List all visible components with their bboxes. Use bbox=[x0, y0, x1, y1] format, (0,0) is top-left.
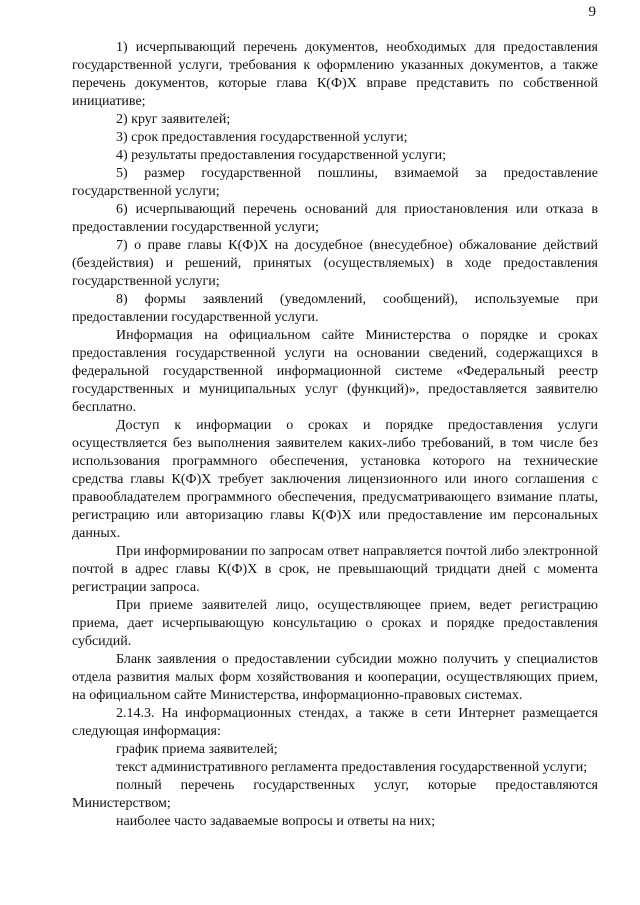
document-body bbox=[72, 39, 598, 831]
page-number: 9 bbox=[588, 4, 596, 20]
paragraph-state-fee: 5) размер государственной пошлины, взимаемой за предоставление государственной услуги; bbox=[72, 166, 598, 199]
paragraph-applicants: 2) круг заявителей; bbox=[116, 112, 231, 127]
paragraph-documents-list: 1) исчерпывающий перечень документов, необходимых для предоставления государственной услуги, требования к оформлению указанных документов, а также перечень документов, которые глава К(Ф)Х вправе представить по собственной инициативе; bbox=[72, 40, 598, 109]
paragraph-official-site-info: Информация на официальном сайте Министерства о порядке и сроках предоставления государственной услуги на основании сведений, содержащихся в федеральной государственной информационной системе «Федеральный реестр государственных и муниципальных услуг (функций)», предоставляется заявителю бесплатно. bbox=[72, 328, 598, 415]
paragraph-faq: наиболее часто задаваемые вопросы и ответы на них; bbox=[116, 814, 436, 829]
paragraph-services-list: полный перечень государственных услуг, которые предоставляются Министерством; bbox=[72, 778, 598, 811]
paragraph-results: 4) результаты предоставления государственной услуги; bbox=[116, 148, 447, 163]
paragraph-access-info: Доступ к информации о сроках и порядке предоставления услуги осуществляется без выполнения заявителем каких-либо требований, в том числе без использования программного обеспечения, установка которого на технические средства главы К(Ф)Х требует заключения лицензионного или иного соглашения с правообладателем программного обеспечения, предусматривающего взимание платы, регистрацию или авторизацию главы К(Ф)Х или предоставление им персональных данных. bbox=[72, 418, 598, 541]
paragraph-appeal-right: 7) о праве главы К(Ф)Х на досудебное (внесудебное) обжалование действий (бездействия) и решений, принятых (осуществляемых) в ходе предоставления государственной услуги; bbox=[72, 238, 598, 289]
paragraph-term: 3) срок предоставления государственной услуги; bbox=[116, 130, 408, 145]
paragraph-grounds-refusal: 6) исчерпывающий перечень оснований для приостановления или отказа в предоставлении государственной услуги; bbox=[72, 202, 598, 235]
paragraph-application-forms: 8) формы заявлений (уведомлений, сообщений), используемые при предоставлении государственной услуги. bbox=[72, 292, 598, 325]
paragraph-info-stands: 2.14.3. На информационных стендах, а также в сети Интернет размещается следующая информация: bbox=[72, 706, 598, 739]
paragraph-request-response: При информировании по запросам ответ направляется почтой либо электронной почтой в адрес главы К(Ф)Х в срок, не превышающий тридцати дней с момента регистрации запроса. bbox=[72, 544, 598, 595]
paragraph-regulation-text: текст административного регламента предоставления государственной услуги; bbox=[116, 760, 588, 775]
paragraph-application-blank: Бланк заявления о предоставлении субсидии можно получить у специалистов отдела развития малых форм хозяйствования и кооперации, осуществляющих прием, на официальном сайте Министерства, информационно-правовых системах. bbox=[72, 652, 598, 703]
paragraph-reception-schedule: график приема заявителей; bbox=[116, 742, 278, 757]
paragraph-reception: При приеме заявителей лицо, осуществляющее прием, ведет регистрацию приема, дает исчерпывающую консультацию о сроках и порядке предоставления субсидий. bbox=[72, 598, 598, 649]
